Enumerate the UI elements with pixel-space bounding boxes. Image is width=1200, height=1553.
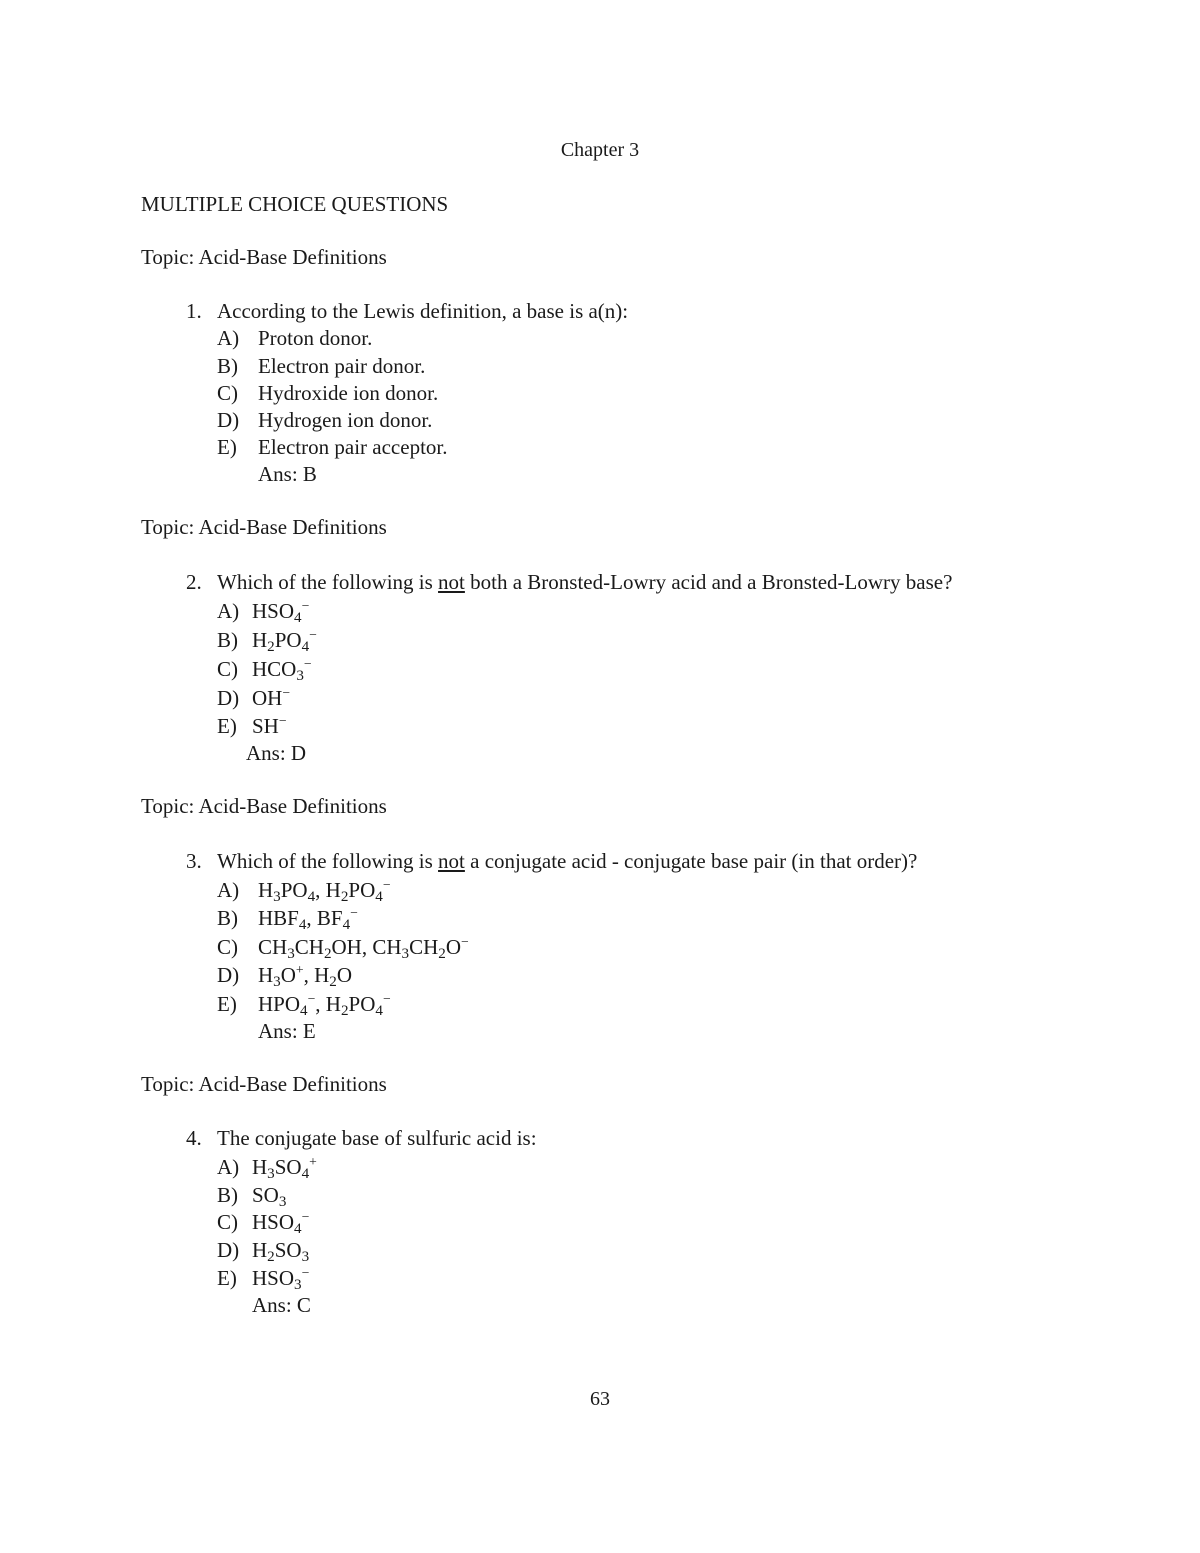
question-number: 3.	[186, 849, 202, 873]
option-formula: OH−	[252, 684, 291, 710]
option-text: Proton donor.	[258, 326, 373, 350]
option-formula: SH−	[252, 712, 287, 738]
option-formula: $H_3PO_4$, $H_2PO_4^-$	[258, 876, 391, 905]
question-number: 2.	[186, 570, 202, 594]
option-text: Electron pair donor.	[258, 354, 426, 378]
question-text: Which of the following is not both a Bronsted-Lowry acid and a Bronsted-Lowry base?	[217, 570, 953, 594]
option-letter: A)	[217, 599, 240, 623]
question-number: 4.	[186, 1126, 202, 1150]
option-letter: A)	[217, 878, 240, 902]
option-formula: $HSO_3^-$	[252, 1264, 310, 1293]
option-letter: E)	[217, 992, 237, 1016]
question-number: 1.	[186, 299, 202, 323]
option-letter: C)	[217, 381, 238, 405]
option-letter: B)	[217, 906, 238, 930]
option-formula: $H_2SO_3$	[252, 1238, 310, 1265]
option-text: Hydroxide ion donor.	[258, 381, 439, 405]
option-letter: D)	[217, 1238, 240, 1262]
answer-key: Ans: E	[258, 1019, 316, 1043]
option-letter: B)	[217, 1183, 238, 1207]
chapter-title: Chapter 3	[560, 139, 640, 161]
option-formula: $HBF_4$, $BF_4^-$	[258, 904, 358, 933]
option-formula: $SO_3$	[252, 1183, 287, 1210]
answer-key: Ans: B	[258, 462, 317, 486]
topic-label: Topic: Acid-Base Definitions	[141, 1072, 387, 1096]
option-formula: $HSO_4^-$	[252, 1208, 310, 1237]
section-heading: MULTIPLE CHOICE QUESTIONS	[141, 192, 449, 216]
option-letter: C)	[217, 657, 238, 681]
option-formula: $CH_3CH_2OH$, $CH_3CH_2O^-$	[258, 933, 469, 962]
topic-label: Topic: Acid-Base Definitions	[141, 245, 387, 269]
question-text: The conjugate base of sulfuric acid is:	[217, 1126, 537, 1150]
option-formula: $H_2PO_4^-$	[252, 626, 317, 655]
option-letter: A)	[217, 326, 240, 350]
option-letter: B)	[217, 628, 238, 652]
option-letter: D)	[217, 686, 240, 710]
answer-key: Ans: C	[252, 1293, 311, 1317]
option-letter: C)	[217, 935, 238, 959]
option-text: Electron pair acceptor.	[258, 435, 448, 459]
option-letter: E)	[217, 435, 237, 459]
answer-key: Ans: D	[246, 741, 307, 765]
option-formula: $HSO_4^-$	[252, 597, 310, 626]
page-number: 63	[590, 1388, 610, 1410]
option-letter: E)	[217, 1266, 237, 1290]
option-letter: B)	[217, 354, 238, 378]
option-formula: $HPO_4^-$, $H_2PO_4^-$	[258, 990, 391, 1019]
option-text: Hydrogen ion donor.	[258, 408, 433, 432]
option-letter: D)	[217, 408, 240, 432]
option-formula: $HCO_3^-$	[252, 655, 312, 684]
question-text: Which of the following is not a conjugate acid - conjugate base pair (in that order)?	[217, 849, 918, 873]
question-text: According to the Lewis definition, a base is a(n):	[217, 299, 629, 323]
option-formula: $H_3SO_4^+$	[252, 1153, 317, 1182]
option-letter: A)	[217, 1155, 240, 1179]
option-letter: C)	[217, 1210, 238, 1234]
option-letter: E)	[217, 714, 237, 738]
topic-label: Topic: Acid-Base Definitions	[141, 515, 387, 539]
option-formula: $H_3O^+$, $H_2O$	[258, 961, 353, 990]
option-letter: D)	[217, 963, 240, 987]
topic-label: Topic: Acid-Base Definitions	[141, 794, 387, 818]
